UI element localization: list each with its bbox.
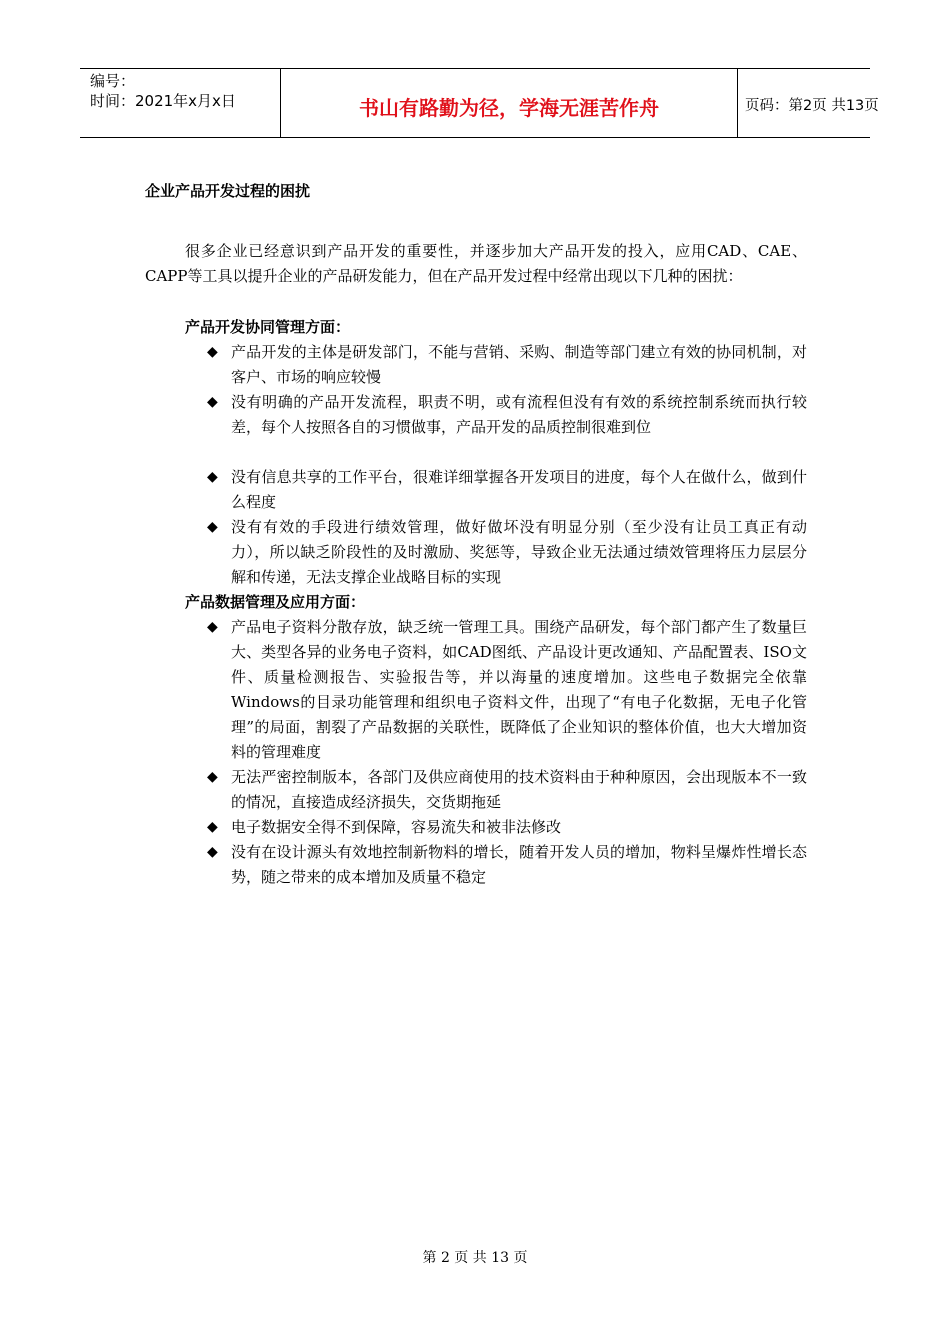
list-item (207, 515, 807, 590)
diamond-bullet-icon: ◆ (207, 519, 218, 535)
list-item-text: 没有有效的手段进行绩效管理，做好做坏没有明显分别（至少没有让员工真正有动力），所以缺乏阶段性的及时激励、奖惩等，导致企业无法通过绩效管理将压力层层分解和传递，无法支撑企业战略目标的实现 (231, 518, 807, 586)
list-item-text: 没有明确的产品开发流程，职责不明，或有流程但没有有效的系统控制系统而执行较差，每个人按照各自的习惯做事，产品开发的品质控制很难到位 (231, 393, 807, 436)
header-page-code: 页码：第2页 共13页 (745, 98, 879, 114)
diamond-bullet-icon: ◆ (207, 844, 218, 860)
intro-paragraph: 很多企业已经意识到产品开发的重要性，并逐步加大产品开发的投入，应用CAD、CAE、CAPP等工具以提升企业的产品研发能力，但在产品开发过程中经常出现以下几种的困扰： (145, 242, 807, 285)
section-heading-data-management: 产品数据管理及应用方面： (185, 593, 366, 611)
header-page-cell (737, 69, 879, 137)
document-number-label: 编号： (90, 72, 136, 90)
list-item (207, 615, 807, 765)
list-item-text: 没有在设计源头有效地控制新物料的增长，随着开发人员的增加，物料呈爆炸性增长态势，随之带来的成本增加及质量不稳定 (231, 843, 807, 886)
header-motto-cell (280, 69, 738, 137)
list-item-text: 无法严密控制版本，各部门及供应商使用的技术资料由于种种原因，会出现版本不一致的情况，直接造成经济损失，交货期拖延 (231, 768, 807, 811)
page-footer: 第 2 页 共 13 页 (422, 1250, 528, 1266)
diamond-bullet-icon: ◆ (207, 619, 218, 635)
page-header (80, 68, 879, 138)
diamond-bullet-icon: ◆ (207, 344, 218, 360)
header-motto: 书山有路勤为径，学海无涯苦作舟 (359, 96, 659, 120)
document-title: 企业产品开发过程的困扰 (145, 182, 311, 200)
list-item-text: 产品电子资料分散存放，缺乏统一管理工具。围绕产品研发，每个部门都产生了数量巨大、类型各异的业务电子资料，如CAD图纸、产品设计更改通知、产品配置表、ISO文件、质量检测报告、实验报告等，并以海量的速度增加。这些电子数据完全依靠Windows的目录功能管理和组织电子资料文件，出现了“有电子化数据，无电子化管理”的局面，割裂了产品数据的关联性，既降低了企业知识的整体价值，也大大增加资料的管理难度 (231, 618, 807, 761)
list-item-text: 没有信息共享的工作平台，很难详细掌握各开发项目的进度，每个人在做什么，做到什么程度 (231, 468, 807, 511)
diamond-bullet-icon: ◆ (207, 819, 218, 835)
diamond-bullet-icon: ◆ (207, 394, 218, 410)
list-item (207, 765, 807, 815)
list-item (207, 815, 807, 840)
list-item (207, 390, 807, 440)
list-item (207, 840, 807, 890)
list-item-text: 电子数据安全得不到保障，容易流失和被非法修改 (231, 818, 562, 836)
list-item (207, 340, 807, 390)
document-time-label: 时间：2021年x月x日 (90, 92, 236, 110)
section-heading-collaboration: 产品开发协同管理方面： (185, 318, 351, 336)
header-info-cell (80, 69, 280, 137)
list-item (207, 465, 807, 515)
diamond-bullet-icon: ◆ (207, 469, 218, 485)
list-item-text: 产品开发的主体是研发部门，不能与营销、采购、制造等部门建立有效的协同机制，对客户、市场的响应较慢 (231, 343, 807, 386)
diamond-bullet-icon: ◆ (207, 769, 218, 785)
